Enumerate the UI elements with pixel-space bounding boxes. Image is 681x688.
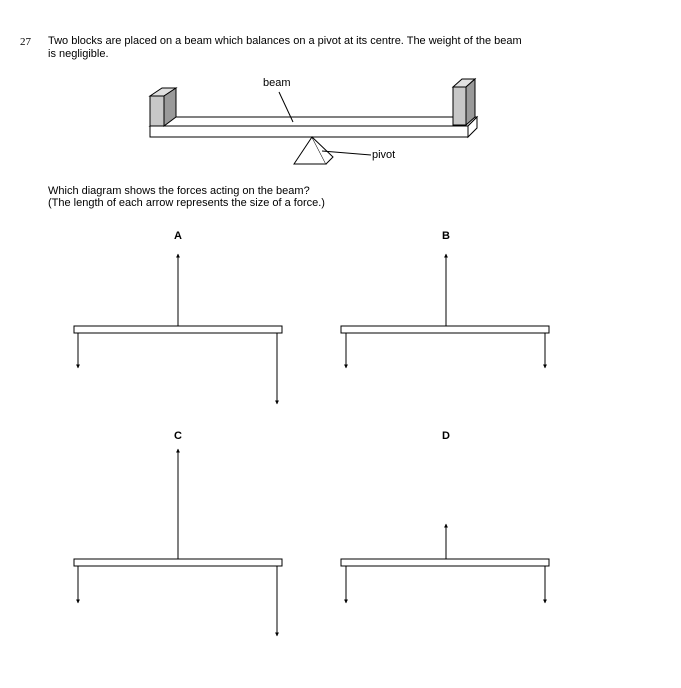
option-b-beam — [341, 326, 549, 333]
prompt-line-2: (The length of each arrow represents the size of a force.) — [48, 197, 325, 209]
option-b-label: B — [442, 230, 450, 242]
option-b-diagram — [341, 254, 549, 368]
option-a-diagram — [74, 254, 282, 404]
question-number: 27 — [20, 36, 31, 48]
beam-label: beam — [263, 77, 291, 89]
question-text-line-1: Two blocks are placed on a beam which balances on a pivot at its centre. The weight of the beam — [48, 35, 522, 47]
option-c-beam — [74, 559, 282, 566]
prompt-line-1: Which diagram shows the forces acting on the beam? — [48, 185, 310, 197]
option-d-diagram — [341, 524, 549, 603]
option-c-diagram — [74, 449, 282, 636]
option-d-beam — [341, 559, 549, 566]
option-a-label: A — [174, 230, 182, 242]
question-text-line-2: is negligible. — [48, 48, 109, 60]
option-d-label: D — [442, 430, 450, 442]
option-a-beam — [74, 326, 282, 333]
pivot-label: pivot — [372, 149, 396, 161]
option-c-label: C — [174, 430, 182, 442]
